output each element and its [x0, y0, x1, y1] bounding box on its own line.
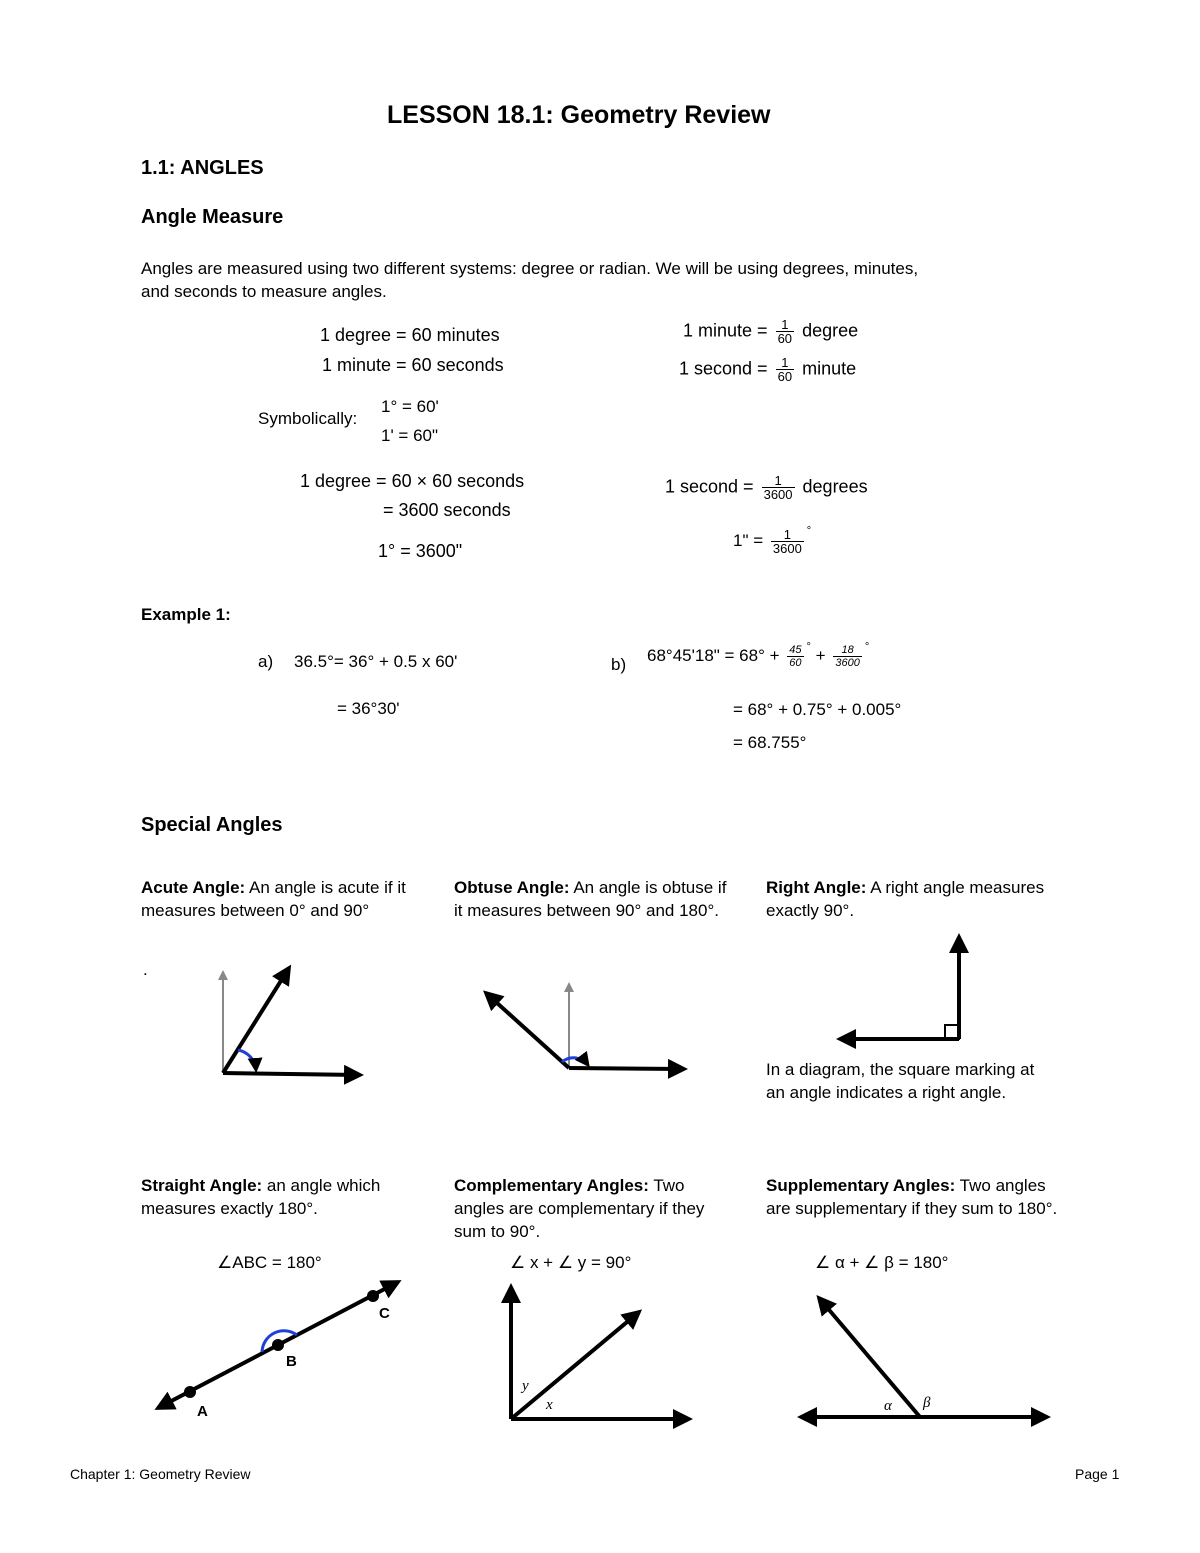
fraction-denominator: 3600	[835, 657, 860, 670]
straight-angle-title: Straight Angle:	[141, 1176, 263, 1195]
example-b-line-2: = 68° + 0.75° + 0.005°	[733, 700, 902, 719]
right-angle-text: A right angle measures exactly 90°.	[766, 878, 1045, 920]
angle-x-label: x	[546, 1397, 553, 1413]
special-angles-heading: Special Angles	[141, 814, 283, 836]
fraction-denominator: 60	[777, 369, 793, 384]
supplementary-angled-ray	[819, 1298, 920, 1417]
right-angle-title: Right Angle:	[766, 878, 867, 897]
eq-second-fraction-right: minute	[802, 358, 857, 379]
fraction-denominator: 60	[777, 331, 793, 346]
degree-superscript: °	[864, 641, 870, 653]
degree-superscript: °	[806, 641, 811, 653]
symbolic-minute: 1' = 60"	[381, 426, 439, 445]
acute-angle-text: An angle is acute if it measures between 0° and 90°	[141, 878, 406, 920]
acute-angled-ray	[223, 968, 289, 1073]
angle-measure-heading: Angle Measure	[141, 206, 284, 228]
eq-second-degrees-left: 1 second =	[665, 476, 754, 497]
obtuse-angle-text: An angle is obtuse if it measures between 90° and 180°.	[454, 878, 727, 920]
acute-base-ray	[223, 1073, 360, 1075]
point-b-marker	[272, 1339, 284, 1351]
obtuse-angle-diagram	[486, 984, 684, 1069]
complementary-diagonal-ray	[511, 1312, 639, 1419]
eq-degree-seconds-3: 1° = 3600"	[378, 541, 463, 561]
eq-degree-minutes: 1 degree = 60 minutes	[320, 325, 500, 345]
complementary-angles-title: Complementary Angles:	[454, 1176, 649, 1195]
point-c-label: C	[379, 1305, 390, 1322]
example-a-line-1: 36.5°= 36° + 0.5 x 60'	[294, 652, 458, 671]
obtuse-base-ray	[569, 1068, 684, 1069]
fraction-denominator: 3600	[763, 487, 793, 502]
fraction-numerator: 1	[781, 355, 789, 370]
footer-chapter: Chapter 1: Geometry Review	[70, 1466, 251, 1482]
fraction-numerator: 1	[774, 473, 782, 488]
footer-page-number: Page 1	[1075, 1466, 1120, 1482]
acute-dot: .	[143, 960, 148, 979]
symbolically-label: Symbolically:	[258, 409, 358, 428]
eq-minute-seconds: 1 minute = 60 seconds	[322, 355, 504, 375]
eq-minute-fraction-right: degree	[802, 320, 859, 341]
acute-angle-title: Acute Angle:	[141, 878, 246, 897]
supplementary-angles-text: Two angles are supplementary if they sum to 180°.	[766, 1176, 1058, 1218]
section-heading: 1.1: ANGLES	[141, 157, 264, 179]
obtuse-angled-ray	[486, 993, 569, 1068]
eq-degree-seconds-2: = 3600 seconds	[383, 500, 511, 520]
straight-angle-diagram	[158, 1282, 398, 1420]
page-title: LESSON 18.1: Geometry Review	[387, 101, 771, 129]
example-b-label: b)	[611, 655, 627, 674]
example-label: Example 1:	[141, 605, 231, 624]
point-a-label: A	[197, 1403, 208, 1420]
intro-line-2: and seconds to measure angles.	[141, 282, 387, 301]
straight-angle-text: an angle which measures exactly 180°.	[141, 1176, 381, 1218]
acute-angle-arc	[238, 1050, 256, 1070]
fraction-denominator: 3600	[772, 541, 802, 556]
example-b-line-1-left: 68°45'18" = 68° +	[647, 646, 780, 665]
straight-ray-ba	[158, 1345, 278, 1408]
point-a-marker	[184, 1386, 196, 1398]
complementary-angles-equation: ∠ x + ∠ y = 90°	[510, 1253, 632, 1272]
angle-beta-label: β	[923, 1395, 931, 1411]
obtuse-angle-title: Obtuse Angle:	[454, 878, 570, 897]
eq-second-symbolic-left: 1" =	[733, 530, 764, 550]
supplementary-angles-diagram	[801, 1298, 1047, 1417]
right-angle-note: In a diagram, the square marking at an angle indicates a right angle.	[766, 1060, 1035, 1102]
eq-second-degrees-right: degrees	[802, 476, 868, 497]
plus-sign: +	[815, 646, 826, 665]
eq-minute-fraction-left: 1 minute =	[683, 320, 768, 341]
angle-y-label: y	[522, 1378, 529, 1394]
degree-superscript: °	[806, 525, 812, 537]
straight-angle-equation: ∠ABC = 180°	[217, 1253, 322, 1272]
fraction-numerator: 45	[789, 644, 802, 657]
example-a-line-2: = 36°30'	[337, 699, 400, 718]
point-b-label: B	[286, 1353, 297, 1370]
fraction-numerator: 18	[841, 644, 854, 657]
example-a-label: a)	[258, 652, 274, 671]
example-b-line-3: = 68.755°	[733, 733, 807, 752]
right-angle-diagram	[840, 937, 959, 1039]
intro-line-1: Angles are measured using two different systems: degree or radian. We will be using degrees, minutes,	[141, 259, 919, 278]
complementary-angles-text: Two angles are complementary if they sum to 90°.	[454, 1176, 705, 1241]
acute-angle-diagram	[223, 968, 360, 1075]
fraction-numerator: 1	[783, 527, 791, 542]
angle-alpha-label: α	[884, 1398, 892, 1414]
eq-second-fraction-left: 1 second =	[679, 358, 768, 379]
right-angle-square-marker	[945, 1025, 959, 1039]
eq-degree-seconds-1: 1 degree = 60 × 60 seconds	[300, 471, 525, 491]
fraction-numerator: 1	[781, 317, 789, 332]
point-c-marker	[367, 1290, 379, 1302]
fraction-denominator: 60	[789, 657, 802, 670]
complementary-angles-diagram	[511, 1287, 689, 1419]
supplementary-angles-title: Supplementary Angles:	[766, 1176, 956, 1195]
symbolic-degree: 1° = 60'	[381, 397, 439, 416]
supplementary-angles-equation: ∠ α + ∠ β = 180°	[815, 1253, 949, 1272]
